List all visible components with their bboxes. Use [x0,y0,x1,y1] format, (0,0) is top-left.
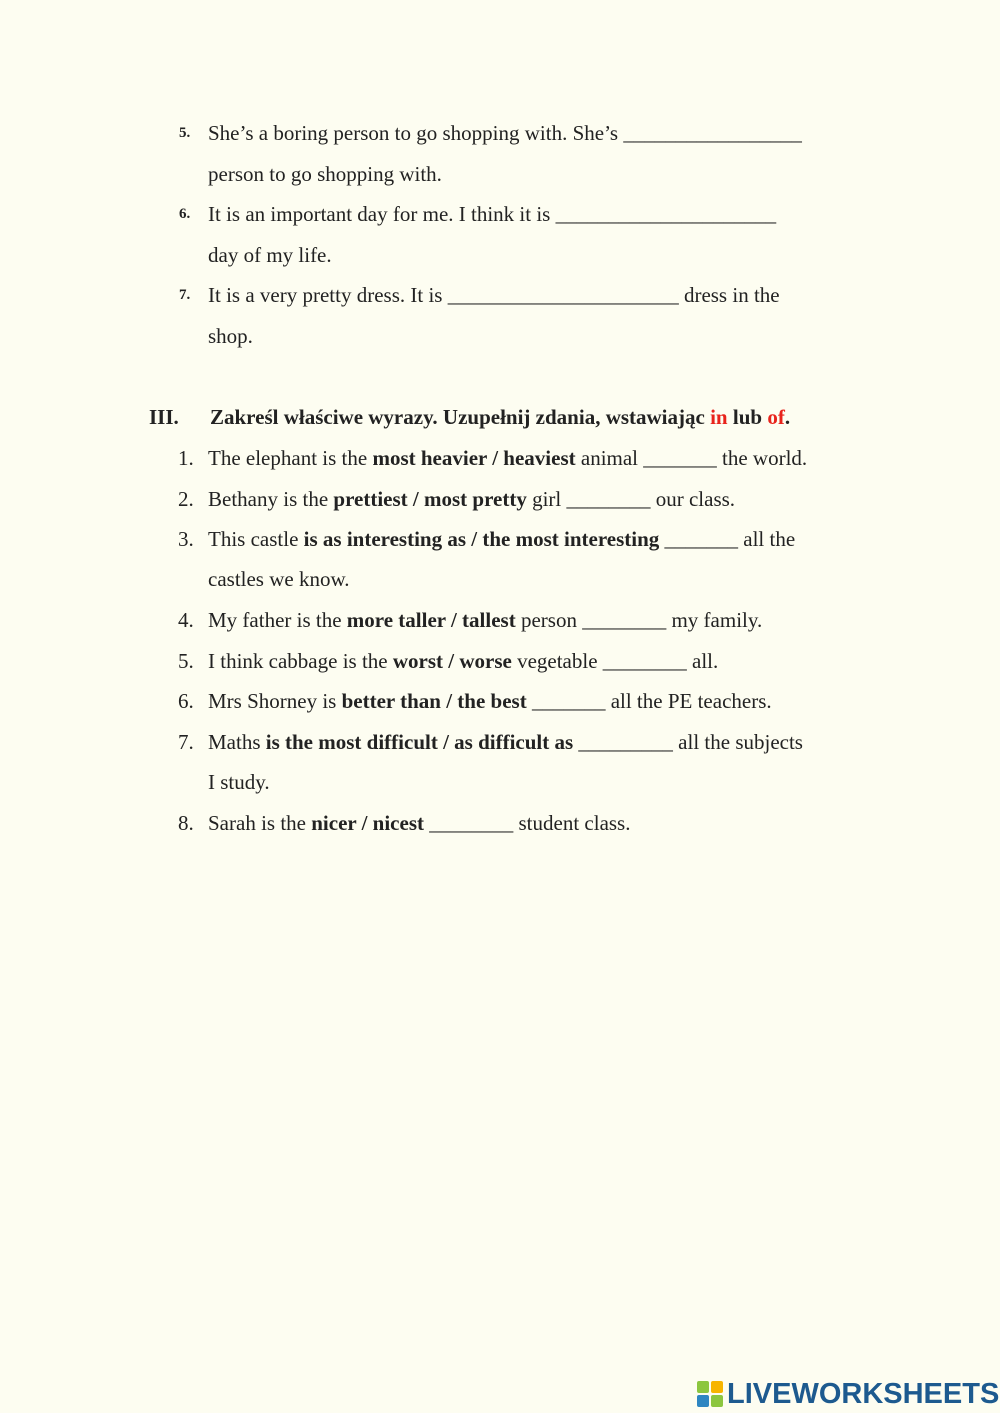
sentence-line [208,809,630,837]
title-keyword-of: of [767,405,785,429]
word-choice[interactable]: worst / worse [392,649,512,673]
sentence-text: My father is the [208,608,347,632]
item-number: 2. [178,487,194,511]
sentence-text: _______ all the PE teachers. [526,689,772,713]
title-keyword-in: in [710,405,728,429]
sentence-line: I study. [208,770,270,794]
sentence-text: girl ________ our class. [526,487,736,511]
word-choice[interactable]: is the most difficult / as difficult as [265,730,574,754]
liveworksheets-logo[interactable] [697,1378,999,1410]
item-number: 4. [178,608,194,632]
sentence-text: The elephant is the [208,446,373,470]
item-number: 1. [178,446,194,470]
item-number: 8. [178,811,194,835]
sentence-line: It is a very pretty dress. It is ______________________ dress in the [208,283,780,307]
sentence-line: It is an important day for me. I think it is _____________________ [208,202,777,226]
title-end: . [784,405,791,429]
sentence-line [208,485,735,513]
sentence-text: Maths [208,730,266,754]
item-number: 3. [178,527,194,551]
sentence-text: Mrs Shorney is [208,689,342,713]
item-number: 7. [179,287,191,303]
liveworksheets-logo-icon [697,1381,723,1407]
sentence-text: person ________ my family. [515,608,763,632]
sentence-text: This castle [208,527,304,551]
sentence-line [208,687,772,715]
logo-square-green [697,1381,709,1393]
word-choice[interactable]: nicer / nicest [311,811,424,835]
sentence-text: Bethany is the [208,487,334,511]
sentence-line [208,728,803,756]
sentence-text: _______ all the [659,527,796,551]
sentence-line: person to go shopping with. [208,162,442,186]
item-number: 6. [178,689,194,713]
sentence-line: day of my life. [208,243,332,267]
word-choice[interactable]: better than / the best [341,689,527,713]
section-title [210,403,790,431]
sentence-line: She’s a boring person to go shopping with. She’s _________________ [208,121,802,145]
section-number: III. [149,405,179,429]
logo-square-blue [697,1395,709,1407]
sentence-text: Sarah is the [208,811,312,835]
word-choice[interactable]: more taller / tallest [346,608,516,632]
word-choice[interactable]: is as interesting as / the most interesting [303,527,660,551]
sentence-line [208,525,795,553]
item-number: 5. [178,649,194,673]
sentence-line [208,444,807,472]
sentence-text: _________ all the subjects [573,730,803,754]
logo-square-yellow [711,1381,723,1393]
word-choice[interactable]: prettiest / most pretty [333,487,527,511]
sentence-line: castles we know. [208,567,350,591]
item-number: 7. [178,730,194,754]
sentence-text: animal _______ the world. [575,446,808,470]
title-text-lub: lub [727,405,768,429]
sentence-text: I think cabbage is the [208,649,393,673]
sentence-text: ________ student class. [424,811,631,835]
logo-text: LIVEWORKSHEETS [727,1377,1000,1410]
logo-square-green [711,1395,723,1407]
sentence-line [208,647,718,675]
word-choice[interactable]: most heavier / heaviest [372,446,576,470]
title-text: Zakreśl właściwe wyrazy. Uzupełnij zdania, wstawiając [210,405,711,429]
item-number: 6. [179,206,191,222]
sentence-line: shop. [208,324,253,348]
item-number: 5. [179,125,191,141]
sentence-text: vegetable ________ all. [511,649,719,673]
sentence-line [208,606,762,634]
